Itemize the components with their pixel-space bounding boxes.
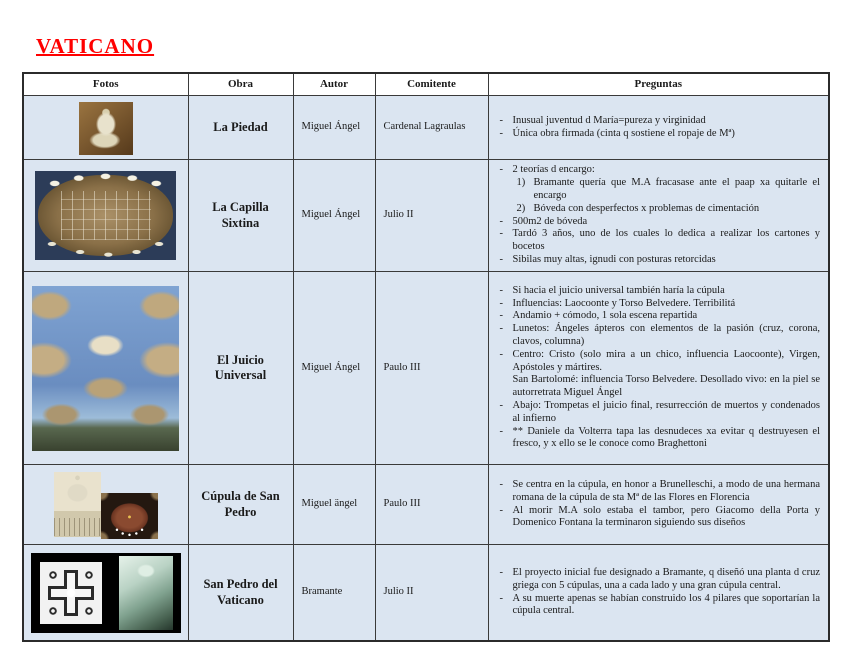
obra-cell: La Piedad bbox=[188, 96, 293, 160]
preguntas-cell bbox=[488, 545, 829, 642]
header-preguntas: Preguntas bbox=[488, 73, 829, 96]
bullet-marker: - bbox=[499, 297, 503, 309]
obra-cell: La Capilla Sixtina bbox=[188, 160, 293, 272]
table-row-la-piedad bbox=[23, 96, 829, 160]
el-juicio-universal-fresco-photo bbox=[32, 286, 179, 451]
pregunta-text: Influencias: Laocoonte y Torso Belvedere. Terribilitá bbox=[512, 297, 736, 309]
pregunta-text: 500m2 de bóveda bbox=[512, 215, 588, 227]
header-obra: Obra bbox=[188, 73, 293, 96]
pregunta-text: San Bartolomé: influencia Torso Belvedere. Desollado vivo: en la piel se autorretrata Miguel Ángel bbox=[512, 374, 820, 399]
bullet-marker: - bbox=[499, 164, 503, 176]
comitente-cell: Julio II bbox=[375, 545, 488, 642]
bullet-marker: - bbox=[499, 253, 503, 265]
autor-cell: Miguel Ángel bbox=[293, 272, 375, 465]
foto-cell bbox=[23, 96, 188, 160]
foto-cell bbox=[23, 465, 188, 545]
comitente-cell: Paulo III bbox=[375, 465, 488, 545]
autor-cell: Miguel Ángel bbox=[293, 96, 375, 160]
pregunta-text: Lunetos: Ángeles ápteros con elementos de la pasión (cruz, corona, clavos, columna) bbox=[512, 323, 820, 347]
obra-cell: San Pedro del Vaticano bbox=[188, 545, 293, 642]
bullet-marker: - bbox=[499, 228, 503, 240]
pregunta-item bbox=[498, 426, 821, 452]
pregunta-text: ** Daniele da Volterra tapa las desnudeces xa evitar q destruyesen el fresco, y x ello se le conoce como Braghettoni bbox=[512, 425, 820, 450]
preguntas-cell bbox=[488, 272, 829, 465]
header-comitente: Comitente bbox=[375, 73, 488, 96]
header-autor: Autor bbox=[293, 73, 375, 96]
table-row-juicio-universal bbox=[23, 272, 829, 465]
pregunta-item bbox=[498, 216, 821, 229]
autor-cell: Bramante bbox=[293, 545, 375, 642]
pregunta-text: Sibilas muy altas, ignudi con posturas retorcidas bbox=[512, 253, 716, 265]
preguntas-cell bbox=[488, 96, 829, 160]
bullet-marker: - bbox=[499, 114, 503, 126]
bullet-marker: - bbox=[499, 310, 503, 322]
pregunta-item bbox=[498, 298, 821, 311]
pregunta-text: Única obra firmada (cinta q sostiene el ropaje de Mª) bbox=[512, 127, 735, 139]
pregunta-item bbox=[498, 228, 821, 254]
pregunta-text: Se centra en la cúpula, en honor a Brunelleschi, a modo de una hermana romana de la cúpula de sta Mª de las Flores en Florencia bbox=[512, 478, 820, 503]
pregunta-item bbox=[498, 374, 821, 400]
pregunta-text: Tardó 3 años, uno de los cuales lo dedica a realizar los cartones y bocetos bbox=[512, 228, 820, 253]
bullet-marker: 2) bbox=[516, 202, 526, 214]
pregunta-text: Andamio + cómodo, 1 sola escena repartida bbox=[512, 310, 698, 322]
comitente-cell: Cardenal Lagraulas bbox=[375, 96, 488, 160]
bullet-marker: - bbox=[499, 592, 503, 604]
comitente-cell: Julio II bbox=[375, 160, 488, 272]
pregunta-item bbox=[498, 115, 821, 128]
bullet-marker: - bbox=[499, 323, 503, 335]
vaticano-table bbox=[22, 72, 830, 642]
bullet-marker: - bbox=[499, 348, 503, 360]
pregunta-item bbox=[498, 479, 821, 505]
pregunta-item bbox=[515, 177, 821, 203]
bullet-marker: - bbox=[499, 566, 503, 578]
pregunta-text: Al morir M.A solo estaba el tambor, pero Giacomo della Porta y Domenico Fontana la terminaron siguiendo sus diseños bbox=[512, 504, 820, 529]
pregunta-text: A su muerte apenas se habían construido los 4 pilares que soportarían la cúpula central. bbox=[512, 592, 820, 617]
table-row-cupula-san-pedro bbox=[23, 465, 829, 545]
obra-cell: El Juicio Universal bbox=[188, 272, 293, 465]
pregunta-item bbox=[498, 349, 821, 375]
table-header-row bbox=[23, 73, 829, 96]
pregunta-item bbox=[498, 400, 821, 426]
foto-cell bbox=[23, 545, 188, 642]
pregunta-item bbox=[498, 285, 821, 298]
obra-cell: Cúpula de San Pedro bbox=[188, 465, 293, 545]
pregunta-text: Bóveda con desperfectos x problemas de cimentación bbox=[533, 202, 760, 214]
pregunta-item bbox=[498, 505, 821, 531]
bullet-marker: - bbox=[499, 127, 503, 139]
la-piedad-photo bbox=[79, 102, 133, 155]
pregunta-text: 2 teorías d encargo: bbox=[512, 164, 595, 176]
pregunta-item bbox=[498, 164, 821, 177]
bullet-marker: - bbox=[499, 284, 503, 296]
bullet-marker: - bbox=[499, 425, 503, 437]
autor-cell: Miguel Ángel bbox=[293, 160, 375, 272]
table-body bbox=[23, 96, 829, 642]
preguntas-cell bbox=[488, 465, 829, 545]
comitente-cell: Paulo III bbox=[375, 272, 488, 465]
pregunta-item bbox=[498, 593, 821, 619]
pregunta-text: Si hacia el juicio universal también haría la cúpula bbox=[512, 284, 725, 296]
preguntas-cell bbox=[488, 160, 829, 272]
pregunta-text: El proyecto inicial fue designado a Bramante, q diseñó una planta d cruz griega con 5 cúpulas, una a cada lado y una gran cúpula central. bbox=[512, 566, 820, 591]
header-fotos: Fotos bbox=[23, 73, 188, 96]
autor-cell: Miguel ängel bbox=[293, 465, 375, 545]
cupula-san-pedro-photos bbox=[54, 472, 158, 539]
pregunta-item bbox=[498, 323, 821, 349]
pregunta-item bbox=[498, 254, 821, 267]
capilla-sixtina-ceiling-photo bbox=[35, 171, 176, 260]
bullet-marker: - bbox=[499, 504, 503, 516]
bullet-marker: - bbox=[499, 478, 503, 490]
pregunta-item bbox=[498, 567, 821, 593]
pregunta-text: Abajo: Trompetas el juicio final, resurrección de muertos y condenados al infierno bbox=[512, 399, 820, 424]
foto-cell bbox=[23, 272, 188, 465]
san-pedro-plan-and-model-photo bbox=[31, 553, 181, 633]
pregunta-text: Centro: Cristo (solo mira a un chico, influencia Laocoonte), Virgen, Apóstoles y mártires. bbox=[512, 348, 820, 373]
foto-cell bbox=[23, 160, 188, 272]
pregunta-item bbox=[498, 128, 821, 141]
bullet-marker: - bbox=[499, 215, 503, 227]
pregunta-item bbox=[515, 203, 821, 216]
pregunta-text: Bramante quería que M.A fracasase ante el paap xa quitarle el encargo bbox=[533, 177, 820, 201]
table-row-san-pedro-vaticano bbox=[23, 545, 829, 642]
pregunta-text: Inusual juventud d María=pureza y virginidad bbox=[512, 114, 706, 126]
pregunta-item bbox=[498, 310, 821, 323]
bullet-marker: 1) bbox=[516, 177, 526, 189]
table-row-capilla-sixtina bbox=[23, 160, 829, 272]
page-title: VATICANO bbox=[36, 34, 155, 58]
bullet-marker: - bbox=[499, 399, 503, 411]
